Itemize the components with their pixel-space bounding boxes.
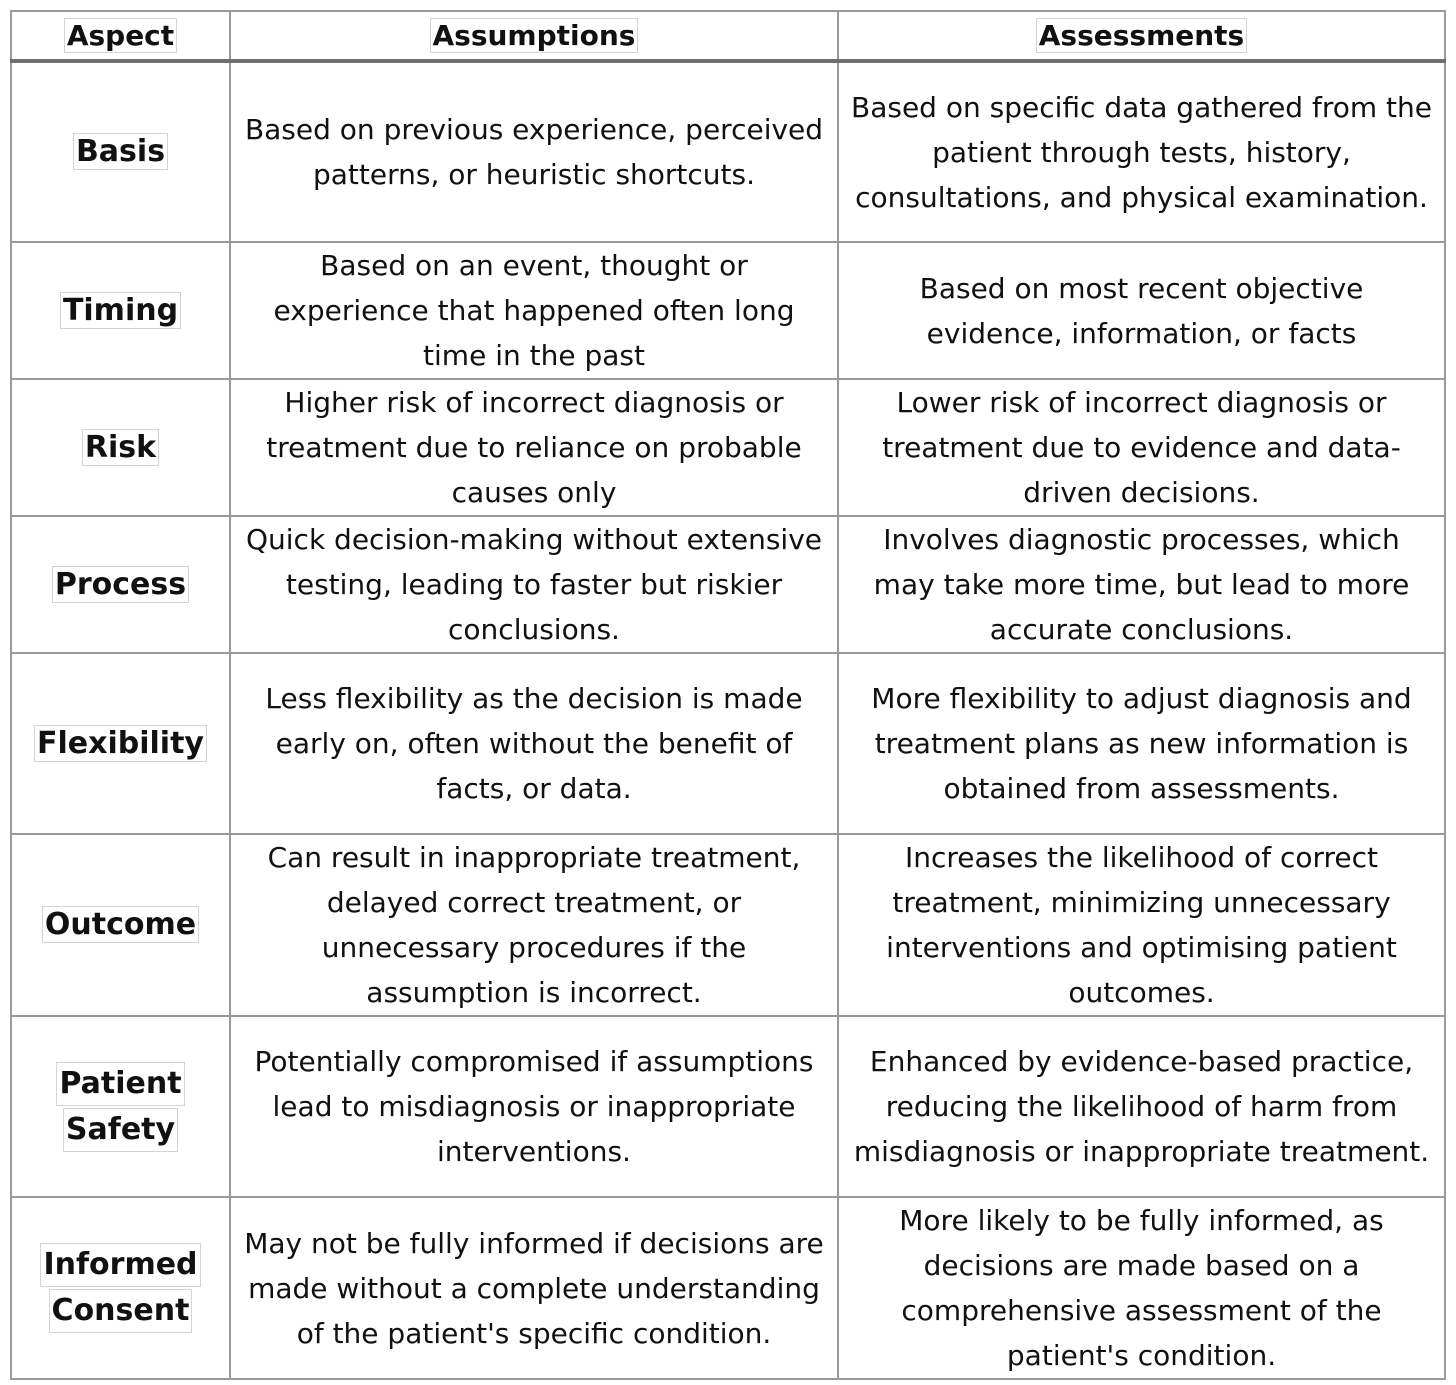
aspect-cell — [11, 61, 230, 242]
aspect-label-line1: Patient — [56, 1062, 184, 1106]
table-row — [11, 834, 1445, 1016]
assessments-cell: Based on most recent objective evidence, information, or facts — [838, 242, 1445, 379]
aspect-cell — [11, 242, 230, 379]
header-assessments — [838, 11, 1445, 61]
header-assumptions — [230, 11, 838, 61]
aspect-cell — [11, 653, 230, 834]
assessments-cell: Involves diagnostic processes, which may take more time, but lead to more accurate conclusions. — [838, 516, 1445, 653]
aspect-label: Process — [52, 566, 189, 603]
assessments-cell: More flexibility to adjust diagnosis and treatment plans as new information is obtained from assessments. — [838, 653, 1445, 834]
table-row — [11, 242, 1445, 379]
assumptions-cell: Can result in inappropriate treatment, delayed correct treatment, or unnecessary procedures if the assumption is incorrect. — [230, 834, 838, 1016]
assessments-cell: Based on specific data gathered from the patient through tests, history, consultations, and physical examination. — [838, 61, 1445, 242]
comparison-table-container — [10, 10, 1444, 1380]
aspect-cell — [11, 379, 230, 516]
assumptions-cell: May not be fully informed if decisions are made without a complete understanding of the patient's specific condition. — [230, 1197, 838, 1379]
aspect-label-line2: Safety — [63, 1108, 178, 1152]
table-header-row — [11, 11, 1445, 61]
aspect-label: Risk — [82, 429, 159, 466]
header-assumptions-label: Assumptions — [430, 18, 639, 53]
table-row — [11, 516, 1445, 653]
table-row — [11, 653, 1445, 834]
assessments-cell: Enhanced by evidence-based practice, reducing the likelihood of harm from misdiagnosis or inappropriate treatment. — [838, 1016, 1445, 1197]
aspect-label: Flexibility — [34, 725, 207, 762]
assumptions-vs-assessments-table — [10, 10, 1446, 1380]
header-aspect — [11, 11, 230, 61]
aspect-label: Basis — [73, 133, 168, 170]
assumptions-cell: Based on previous experience, perceived patterns, or heuristic shortcuts. — [230, 61, 838, 242]
aspect-cell — [11, 1016, 230, 1197]
assessments-cell: Lower risk of incorrect diagnosis or treatment due to evidence and data-driven decisions. — [838, 379, 1445, 516]
aspect-label: Timing — [60, 292, 181, 329]
table-row — [11, 1016, 1445, 1197]
assumptions-cell: Potentially compromised if assumptions lead to misdiagnosis or inappropriate interventions. — [230, 1016, 838, 1197]
header-aspect-label: Aspect — [64, 18, 177, 53]
table-row — [11, 1197, 1445, 1379]
aspect-cell — [11, 1197, 230, 1379]
assumptions-cell: Less flexibility as the decision is made early on, often without the benefit of facts, or data. — [230, 653, 838, 834]
aspect-cell — [11, 834, 230, 1016]
aspect-label-line1: Informed — [40, 1243, 200, 1287]
assessments-cell: Increases the likelihood of correct treatment, minimizing unnecessary interventions and optimising patient outcomes. — [838, 834, 1445, 1016]
assessments-cell: More likely to be fully informed, as decisions are made based on a comprehensive assessment of the patient's condition. — [838, 1197, 1445, 1379]
aspect-label-line2: Consent — [49, 1289, 193, 1333]
assumptions-cell: Based on an event, thought or experience that happened often long time in the past — [230, 242, 838, 379]
aspect-label: Outcome — [42, 906, 199, 943]
assumptions-cell: Higher risk of incorrect diagnosis or treatment due to reliance on probable causes only — [230, 379, 838, 516]
aspect-cell — [11, 516, 230, 653]
table-row — [11, 379, 1445, 516]
header-assessments-label: Assessments — [1036, 18, 1247, 53]
assumptions-cell: Quick decision-making without extensive testing, leading to faster but riskier conclusions. — [230, 516, 838, 653]
table-row — [11, 61, 1445, 242]
